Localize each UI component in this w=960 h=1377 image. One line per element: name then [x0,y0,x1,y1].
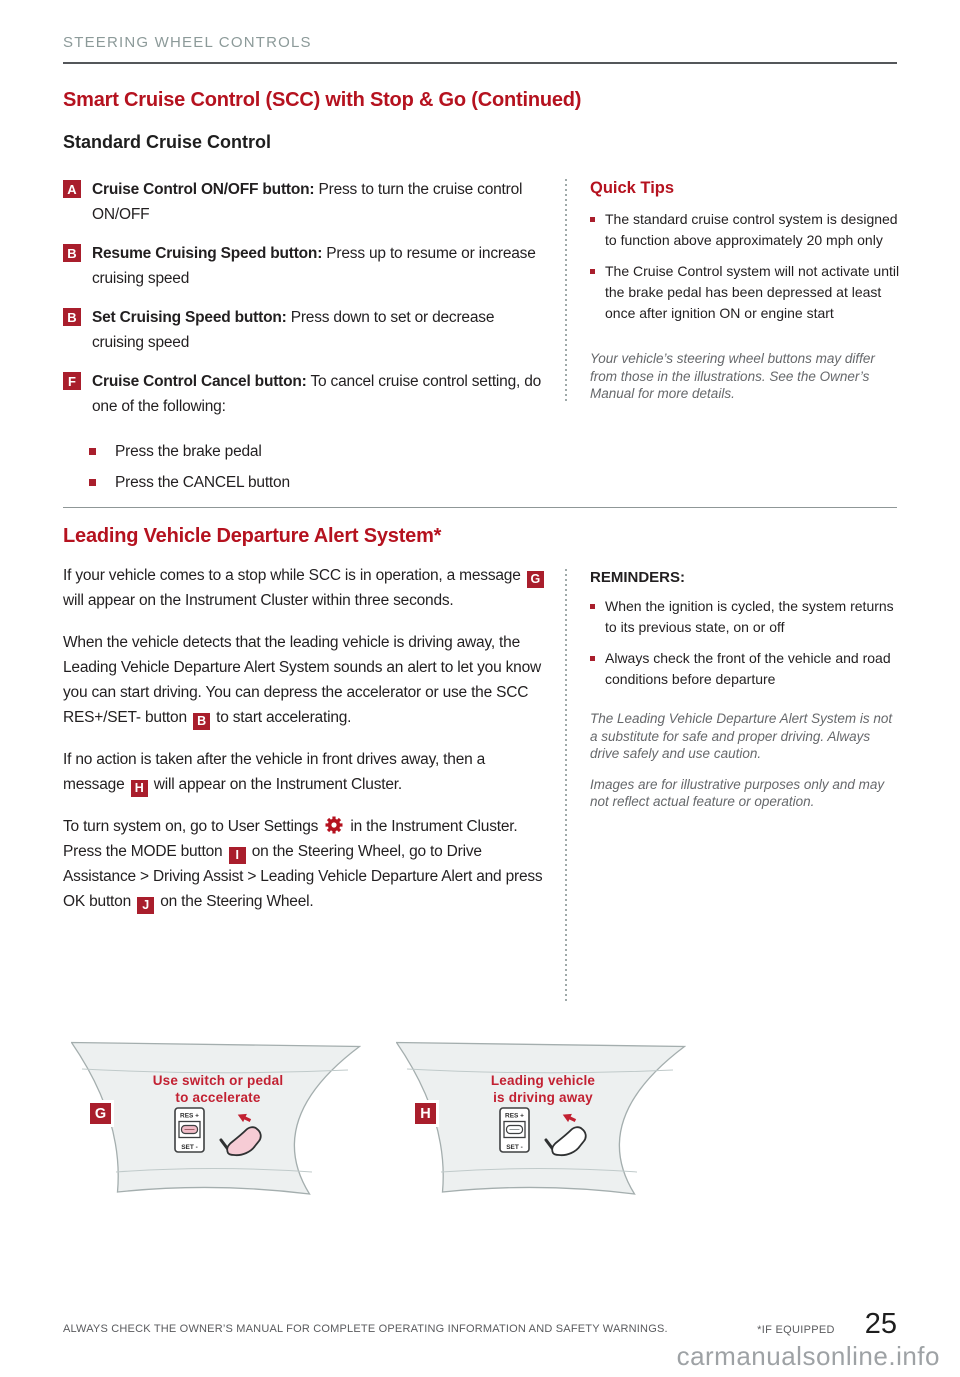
section-kicker: STEERING WHEEL CONTROLS [63,34,312,51]
reminder-text: When the ignition is cycled, the system returns to its previous state, on or off [605,598,894,635]
paragraph-text: When the vehicle detects that the leading vehicle is driving away, the Leading Vehicle Departure Alert System sounds an alert to let you know you can start driving. You can depress the accelerator or use the SCC RES+/SET- button [63,634,541,726]
switch-set-label: SET - [506,1144,523,1151]
paragraph-text: If your vehicle comes to a stop while SCC is in operation, a message [63,567,521,584]
figure-use-switch-or-pedal [71,1041,361,1197]
paragraph-text: on the Steering Wheel, go to Drive Assistance > Driving Assist > Leading Vehicle Departure Alert and press OK button [63,843,543,910]
section-divider [63,507,897,508]
list-item [63,369,547,419]
res-set-switch-icon [499,1107,530,1153]
dotted-divider [565,179,567,401]
item-label: Set Cruising Speed button: [92,309,287,326]
callout-badge-h: H [131,780,148,797]
tip-item [590,209,902,251]
callout-badge-g: G [527,571,544,588]
down-left-arrow-icon [236,1111,252,1125]
bullet-text: Press the CANCEL button [115,474,290,491]
cluster-message [449,1072,637,1106]
callout-badge-j: J [137,897,154,914]
item-desc: Press to turn the cruise control ON/OFF [92,181,523,223]
cluster-message-line: to accelerate [175,1090,261,1105]
bullet-square-icon [590,656,595,661]
subsection-title: Standard Cruise Control [63,132,272,152]
item-label: Cruise Control ON/OFF button: [92,181,315,198]
cluster-display-shape [396,1041,686,1197]
disclaimer-note: Images are for illustrative purposes only and may not reflect actual feature or operation. [590,776,885,809]
down-left-arrow-icon [561,1111,577,1125]
page-title: Smart Cruise Control (SCC) with Stop & Go (Continued) [63,89,582,111]
list-item [89,470,547,495]
paragraph [63,630,549,730]
callout-badge-b: B [63,308,81,326]
callout-badge-i: I [229,847,246,864]
footer-disclaimer: ALWAYS CHECK THE OWNER’S MANUAL FOR COMPLETE OPERATING INFORMATION AND SAFETY WARNINGS. [63,1323,668,1335]
list-item-text [92,177,547,227]
paragraph [63,747,549,797]
item-desc: To cancel cruise control setting, do one of the following: [92,373,542,415]
paragraph-text: To turn system on, go to User Settings [63,818,319,835]
bullet-square-icon [89,479,96,486]
footer-right [757,1308,897,1341]
paragraph-text: If no action is taken after the vehicle in front drives away, then a message [63,751,486,793]
list-item [63,177,547,227]
paragraph-text: will appear on the Instrument Cluster within three seconds. [63,592,454,609]
callout-badge-g: G [90,1103,111,1124]
watermark: carmanualsonline.info [676,1341,940,1371]
foot-pedal-icon [218,1109,270,1159]
bullet-square-icon [89,448,96,455]
callout-badge-b: B [63,244,81,262]
bullet-square-icon [590,217,595,222]
res-set-switch-icon [174,1107,205,1153]
list-item-text [92,369,547,419]
tip-text: The Cruise Control system will not activate until the brake pedal has been depressed at least once after ignition ON or engine start [605,263,900,321]
callout-badge-a: A [63,180,81,198]
switch-res-label: RES + [505,1112,524,1120]
if-equipped-note: *IF EQUIPPED [757,1324,835,1336]
page-number: 25 [864,1308,897,1340]
item-label: Resume Cruising Speed button: [92,245,323,262]
tip-item [590,261,902,324]
disclaimer-note: Your vehicle’s steering wheel buttons may differ from those in the illustrations. See the Owner’s Manual for more details. [590,351,875,401]
list-item [63,241,547,291]
list-item [63,305,547,355]
list-item-text [92,305,547,355]
bullet-square-icon [590,604,595,609]
foot-pedal-icon [543,1109,595,1159]
reminders-sidebar [590,569,902,811]
item-desc: Press up to resume or increase cruising speed [92,245,536,287]
item-label: Cruise Control Cancel button: [92,373,307,390]
list-item-text [92,241,547,291]
reminder-item [590,648,902,690]
callout-badge-h: H [415,1103,436,1124]
figure-leading-vehicle-driving-away [396,1041,686,1197]
page-header [63,34,897,64]
paragraph-text: will appear on the Instrument Cluster. [153,776,402,793]
paragraph [63,814,549,914]
paragraph [63,563,549,613]
cluster-message-line: Leading vehicle [490,1073,596,1088]
switch-res-label: RES + [180,1112,199,1120]
section-title: Leading Vehicle Departure Alert System* [63,525,442,547]
callout-badge-f: F [63,372,81,390]
tip-text: The standard cruise control system is designed to function above approximately 20 mph only [605,211,898,248]
item-desc: Press down to set or decrease cruising speed [92,309,495,351]
quick-tips-sidebar [590,179,902,403]
disclaimer-note: The Leading Vehicle Departure Alert System is not a substitute for safe and proper driving. Always drive safely and use caution. [590,711,893,761]
gear-icon [324,815,344,835]
cancel-options-list [89,439,547,495]
reminder-item [590,596,902,638]
bullet-square-icon [590,269,595,274]
paragraph-text: in the Instrument Cluster. Press the MODE button [63,818,518,860]
paragraph-text: to start accelerating. [216,709,352,726]
bullet-text: Press the brake pedal [115,443,262,460]
paragraph-text: on the Steering Wheel. [160,893,314,910]
cluster-message-line: Use switch or pedal [152,1073,284,1088]
cluster-message [124,1072,312,1106]
cluster-display-shape [71,1041,361,1197]
cluster-message-line: is driving away [493,1090,593,1105]
cruise-control-list [63,177,547,501]
list-item [89,439,547,464]
reminders-title: REMINDERS: [590,569,686,586]
dotted-divider [565,569,567,1001]
quick-tips-title: Quick Tips [590,179,675,197]
cluster-figures-row [0,1041,960,1201]
departure-alert-body [63,563,549,931]
switch-set-label: SET - [181,1144,198,1151]
reminder-text: Always check the front of the vehicle and road conditions before departure [605,650,891,687]
callout-badge-b: B [193,713,210,730]
